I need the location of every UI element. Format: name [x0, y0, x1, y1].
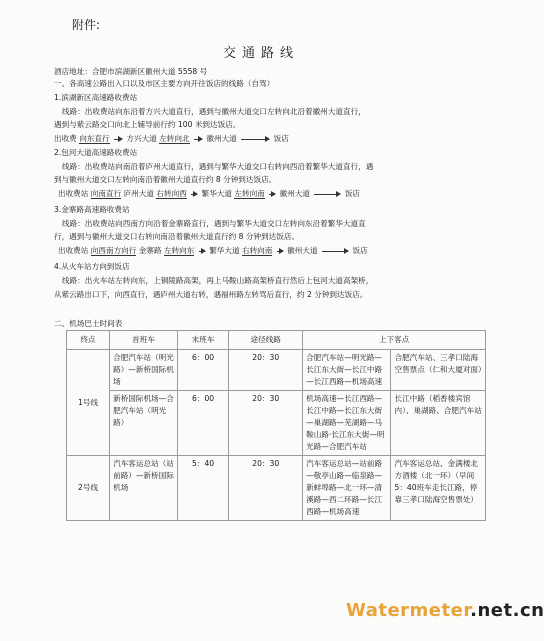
route2-desc-line1: 线路：出收费站向南沿着庐州大道直行，遇到与繁华大道交口右转向西沿着繁华大道直行，遇 — [62, 162, 374, 171]
route1-desc-line2: 遇到与紫云路交口向北上辅导前行约 100 米到达饭店。 — [54, 120, 241, 129]
route1-desc-line1: 线路：出收费站向东沿着方兴大道直行，遇到与徽州大道交口左转向北沿着徽州大道直行， — [62, 107, 366, 116]
via-route: 合肥汽车站—明光路—长江东大街—长江中路—长江西路—机场高速 — [303, 350, 391, 391]
line-name: 2号线 — [67, 456, 110, 521]
path-step: 方兴大道 — [126, 134, 157, 143]
page-title: 交通路线 — [223, 46, 300, 61]
first-time: 6：00 — [177, 391, 228, 456]
route2-desc-line2: 到与徽州大道交口左转向南沿着徽州大道直行约 8 分钟到达饭店。 — [54, 175, 277, 184]
arrow-icon — [199, 251, 205, 252]
path-step: 出收费 — [54, 134, 77, 143]
last-time: 20：30 — [229, 456, 303, 521]
path-step: 向南直行 — [90, 189, 122, 198]
arrow-icon — [241, 139, 269, 140]
arrow-icon — [194, 139, 202, 140]
route3-desc-line1: 线路：出收费站向西南方向沿着金寨路直行，遇到与繁华大道交口左转向东沿着繁华大道直 — [62, 219, 366, 228]
watermark-logo — [346, 600, 544, 621]
path-step: 左转向南 — [234, 189, 265, 198]
route1-heading: 1.滨湖新区高速路收费站 — [54, 93, 138, 102]
path-step: 繁华大道 — [209, 246, 240, 255]
route2-heading: 2.包河大道高速路收费站 — [54, 148, 138, 157]
table-row — [67, 391, 486, 456]
line-name: 1号线 — [67, 350, 110, 456]
first-time: 6：00 — [177, 350, 228, 391]
route4-desc-line2: 从紫云路出口下，向西直行，遇庐州大道右转，遇福州路左转骂后直行，约 2 分钟到达饭店。 — [54, 290, 368, 299]
section1-title: 一、各高速公路出入口以及市区主要方向开往饭店的线路（自驾） — [54, 79, 275, 88]
arrow-icon — [114, 139, 122, 140]
route3-path — [58, 245, 368, 256]
stops: 汽车客运总站、金满楼北方酒楼（北一环）（早间5：40班车走长江路，停靠三孝口陆海空售票处） — [391, 456, 486, 521]
table-row — [67, 456, 486, 521]
route3-desc-line2: 行，遇到与徽州大道交口右转向南沿着徽州大道直行约 8 分钟到达饭店。 — [54, 232, 300, 241]
path-step: 饭店 — [273, 134, 289, 143]
header-last-bus: 末班车 — [177, 331, 228, 350]
arrow-icon — [314, 194, 340, 195]
first-time: 5：40 — [177, 456, 228, 521]
route4-desc-line1: 线路：出火车站左转向东，上铜陵路高架，再上马鞍山路高架桥直行然后上包河大道高架桥， — [62, 276, 374, 285]
path-step: 饭店 — [344, 189, 361, 198]
path-step: 饭店 — [352, 246, 368, 255]
direction: 汽车客运总站（站前路）—新桥国际机场 — [110, 456, 178, 521]
header-stops: 上下客点 — [303, 331, 486, 350]
table-row — [67, 350, 486, 391]
header-terminus: 终点 — [67, 331, 110, 350]
path-step: 徽州大道 — [206, 134, 237, 143]
header-first-bus: 首班车 — [110, 331, 178, 350]
path-step: 向西南方向行 — [90, 246, 137, 255]
airport-bus-table — [66, 330, 486, 521]
table-header-row — [67, 331, 486, 350]
arrow-icon — [322, 251, 348, 252]
path-step: 左转向北 — [159, 134, 190, 143]
path-step: 繁华大道 — [201, 189, 232, 198]
last-time: 20：30 — [229, 350, 303, 391]
stops: 合肥汽车站、三孝口陆海空售票点（仁和大厦对面） — [391, 350, 486, 391]
watermark-text-b: .net.cn — [470, 600, 544, 621]
path-step: 右转向南 — [242, 246, 273, 255]
route4-heading: 4.从火车站方向到饭店 — [54, 262, 130, 271]
section2-title: 二、机场巴士时间表 — [54, 319, 123, 328]
appendix-label: 附件: — [72, 18, 101, 32]
last-time: 20：30 — [229, 391, 303, 456]
path-step: 金寨路 — [138, 246, 162, 255]
route1-path — [54, 133, 289, 144]
hotel-address: 酒店地址：合肥市滨湖新区徽州大道 5558 号 — [54, 67, 208, 76]
path-step: 徽州大道 — [287, 246, 318, 255]
via-route: 机场高速—长江西路—长江中路—长江东大街—巢湖路—芜湖路—马鞍山路·长江东大街—明光路—合肥汽车站 — [303, 391, 391, 456]
via-route: 汽车客运总站—站前路—敬亭山路—临泉路—新蚌埠路—北一环—清溪路—西二环路—长江西路—机场高速 — [303, 456, 391, 521]
direction: 合肥汽车站（明光路）—新桥国际机场 — [110, 350, 178, 391]
header-route: 途径线路 — [229, 331, 303, 350]
path-step: 右转向西 — [156, 189, 187, 198]
path-step: 出收费站 — [58, 246, 89, 255]
route3-heading: 3.金寨路高速路收费站 — [54, 205, 130, 214]
direction: 新桥国际机场—合肥汽车站（明光路） — [110, 391, 178, 456]
arrow-icon — [269, 194, 275, 195]
path-step: 左转向东 — [163, 246, 195, 255]
watermark-text-a: Watermeter — [346, 600, 471, 621]
stops: 长江中路（稻香楼宾馆内）、巢湖路、合肥汽车站 — [391, 391, 486, 456]
path-step: 徽州大道 — [279, 189, 310, 198]
path-step: 向东直行 — [79, 134, 110, 143]
arrow-icon — [191, 194, 197, 195]
path-step: 庐州大道 — [123, 189, 154, 198]
route2-path — [58, 188, 360, 199]
path-step: 出收费站 — [58, 189, 89, 198]
arrow-icon — [277, 251, 283, 252]
